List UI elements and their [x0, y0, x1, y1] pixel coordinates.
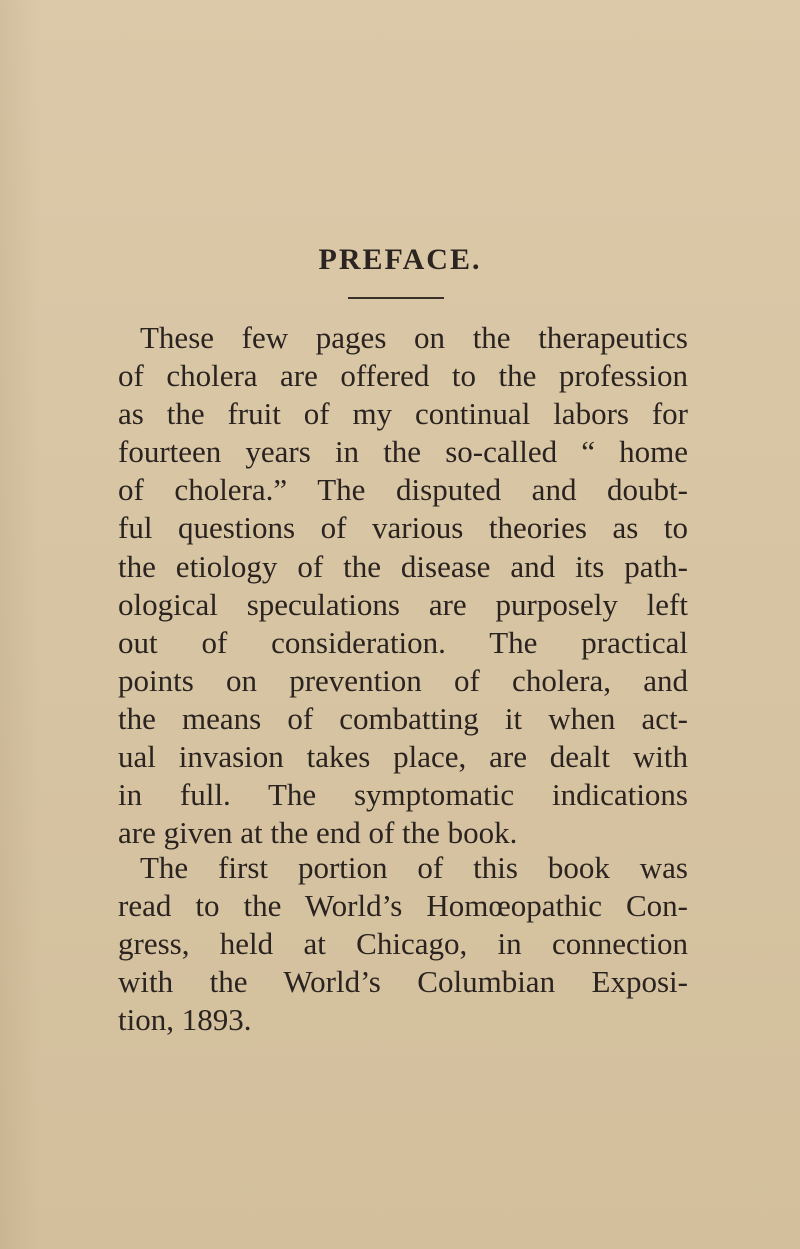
- text-line: gress, held at Chicago, in connection: [118, 926, 688, 962]
- text-line: are given at the end of the book.: [118, 815, 518, 851]
- text-line: ual invasion takes place, are dealt with: [118, 739, 688, 775]
- paragraph-1: [118, 319, 688, 852]
- page-title: PREFACE.: [318, 243, 482, 276]
- text-line: of cholera are offered to the profession: [118, 358, 688, 394]
- text-line: These few pages on the therapeutics: [140, 320, 688, 355]
- text-line: the etiology of the disease and its path-: [118, 548, 688, 584]
- text-line: as the fruit of my continual labors for: [118, 396, 688, 432]
- title-rule: [348, 297, 444, 299]
- text-line: The first portion of this book was: [140, 850, 688, 885]
- text-line: points on prevention of cholera, and: [118, 662, 688, 698]
- text-line: tion, 1893.: [118, 1002, 252, 1038]
- text-line: the means of combatting it when act-: [118, 700, 688, 736]
- paragraph-2: [118, 849, 688, 1039]
- text-line: ological speculations are purposely left: [118, 586, 688, 622]
- text-line: fourteen years in the so-called “ home: [118, 434, 688, 470]
- text-line: in full. The symptomatic indications: [118, 777, 688, 813]
- text-line: of cholera.” The disputed and doubt-: [118, 472, 688, 508]
- text-line: out of consideration. The practical: [118, 624, 688, 660]
- text-line: read to the World’s Homœopathic Con-: [118, 888, 688, 924]
- text-line: with the World’s Columbian Exposi-: [118, 964, 688, 1000]
- text-line: ful questions of various theories as to: [118, 510, 688, 546]
